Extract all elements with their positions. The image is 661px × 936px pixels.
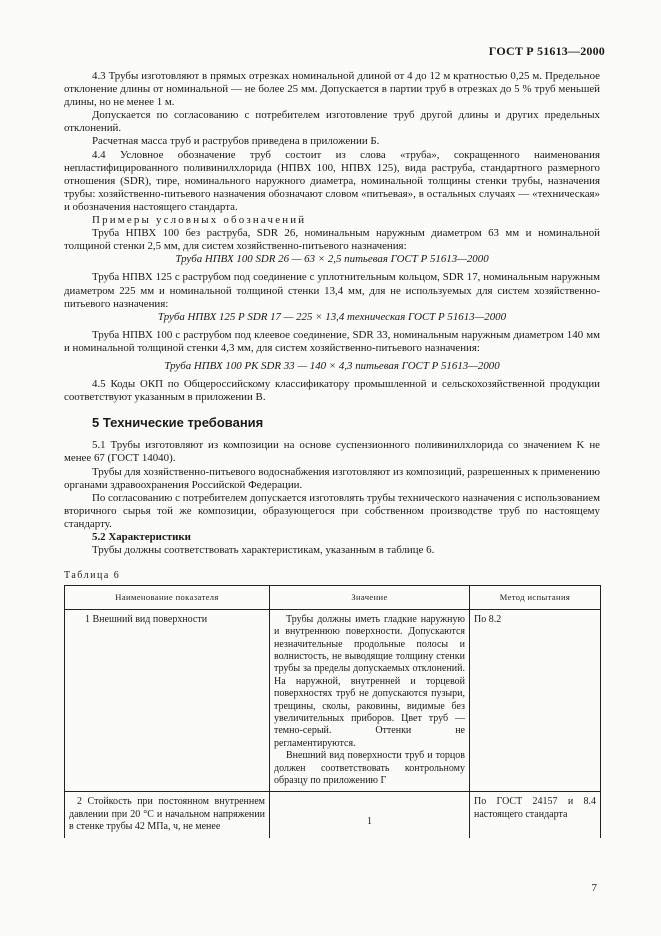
- paragraph-4-5: 4.5 Коды ОКП по Общероссийскому классификатору промышленной и сельскохозяйственной продукции соответствуют указанным в приложении В.: [64, 378, 600, 404]
- example-3-text: Труба НПВХ 100 с раструбом под клеевое соединение, SDR 33, номинальным наружным диаметром 140 мм и номинальной толщиной стенки 4,3 мм, для систем хозяйственно-питьевого назначения:: [64, 328, 600, 354]
- page-number: 7: [591, 882, 597, 894]
- header-value: Значение: [270, 586, 470, 609]
- row2-method: По ГОСТ 24157 и 8.4 настоящего стандарта: [470, 792, 601, 838]
- paragraph-4-3-b: Допускается по согласованию с потребителем изготовление труб другой длины и других предельных отклонений.: [64, 109, 600, 135]
- subsection-5-2-heading: 5.2 Характеристики: [92, 531, 191, 543]
- table-header-row: [65, 586, 601, 609]
- paragraph-5-1-b: Трубы для хозяйственно-питьевого водоснабжения изготовляют из композиций, разрешенных к применению органами здравоохранения Российской Федерации.: [64, 465, 600, 491]
- example-3-code: Труба НПВХ 100 РК SDR 33 — 140 × 4,3 питьевая ГОСТ Р 51613—2000: [164, 359, 500, 372]
- example-1-text: Труба НПВХ 100 без раструба, SDR 26, номинальным наружным диаметром 63 мм и номинальной толщиной стенки 2,5 мм, для систем хозяйственно-питьевого назначения:: [64, 227, 600, 253]
- header-method: Метод испытания: [470, 586, 601, 609]
- row2-indicator: 2 Стойкость при постоянном внутреннем давлении при 20 °С и начальном напряжении в стенке трубы 42 МПа, ч, не менее: [65, 792, 270, 838]
- examples-title: Примеры условных обозначений: [92, 214, 307, 227]
- row1-value-part-a: Трубы должны иметь гладкие наружную и внутреннюю поверхности. Допускаются незначительные продольные полосы и волнистость, не выводящие толщину стенки трубы за пределы допускаемых отклонений. На наружной, внутренней и торцевой поверхностях труб не допускаются пузыри, трещины, сколы, раковины, видимые без увеличительных приборов. Цвет труб — темно-серый. Оттенки не регламентируются.: [274, 613, 465, 749]
- row2-value: 1: [367, 816, 372, 828]
- paragraph-4-4: 4.4 Условное обозначение труб состоит из слова «труба», сокращенного наименования непластифицированного поливинилхлорида (НПВХ 100, НПВХ 125), вида раструба, стандартного размерного отношения (SDR), тире, номинального наружного диаметра, номинальной толщины стенки трубы, назначения трубы: хозяйственно-питьевого назначения обозначают словом «питьевая», в остальных случаях — «техническая» и обозначения настоящего стандарта.: [64, 148, 600, 213]
- table-row: [65, 609, 601, 792]
- example-2-code: Труба НПВХ 125 Р SDR 17 — 225 × 13,4 техническая ГОСТ Р 51613—2000: [157, 310, 507, 323]
- document-code-header: ГОСТ Р 51613—2000: [488, 44, 605, 58]
- paragraph-5-1: 5.1 Трубы изготовляют из композиции на основе суспензионного поливинилхлорида со значением K не менее 67 (ГОСТ 14040).: [64, 439, 600, 465]
- characteristics-table: [64, 585, 601, 837]
- document-body: [64, 70, 600, 838]
- paragraph-4-3: 4.3 Трубы изготовляют в прямых отрезках номинальной длиной от 4 до 12 м кратностью 0,25 м. Предельное отклонение длины от номинальной — не более 25 мм. Допускается в партии труб в отрезках до 5 % труб меньшей длины, но не менее 1 м.: [64, 70, 600, 109]
- paragraph-4-3-c: Расчетная масса труб и раструбов приведена в приложении Б.: [92, 135, 380, 148]
- example-1-code: Труба НПВХ 100 SDR 26 — 63 × 2,5 питьевая ГОСТ Р 51613—2000: [175, 253, 489, 266]
- section-5-heading: 5 Технические требования: [92, 415, 264, 431]
- row1-value-part-b: Внешний вид поверхности труб и торцов должен соответствовать контрольному образцу по приложению Г: [274, 750, 465, 786]
- example-2-text: Труба НПВХ 125 с раструбом под соединение с уплотнительным кольцом, SDR 17, номинальным наружным диаметром 225 мм и номинальной толщиной стенки 13,4 мм, для не используемых для систем хозяйственно-питьевого назначения:: [64, 271, 600, 310]
- table-row: [65, 792, 601, 838]
- table-caption: Таблица 6: [64, 570, 121, 582]
- row1-method: По 8.2: [470, 609, 601, 792]
- row1-value: [270, 609, 470, 792]
- row2-value-cell: [270, 792, 470, 838]
- paragraph-5-1-c: По согласованию с потребителем допускается изготовлять трубы технического назначения с использованием вторичного сырья той же композиции, образующегося при собственном производстве труб по настоящему стандарту.: [64, 491, 600, 530]
- row1-indicator: 1 Внешний вид поверхности: [65, 609, 270, 792]
- header-indicator: Наименование показателя: [65, 586, 270, 609]
- paragraph-5-2: Трубы должны соответствовать характеристикам, указанным в таблице 6.: [92, 544, 435, 557]
